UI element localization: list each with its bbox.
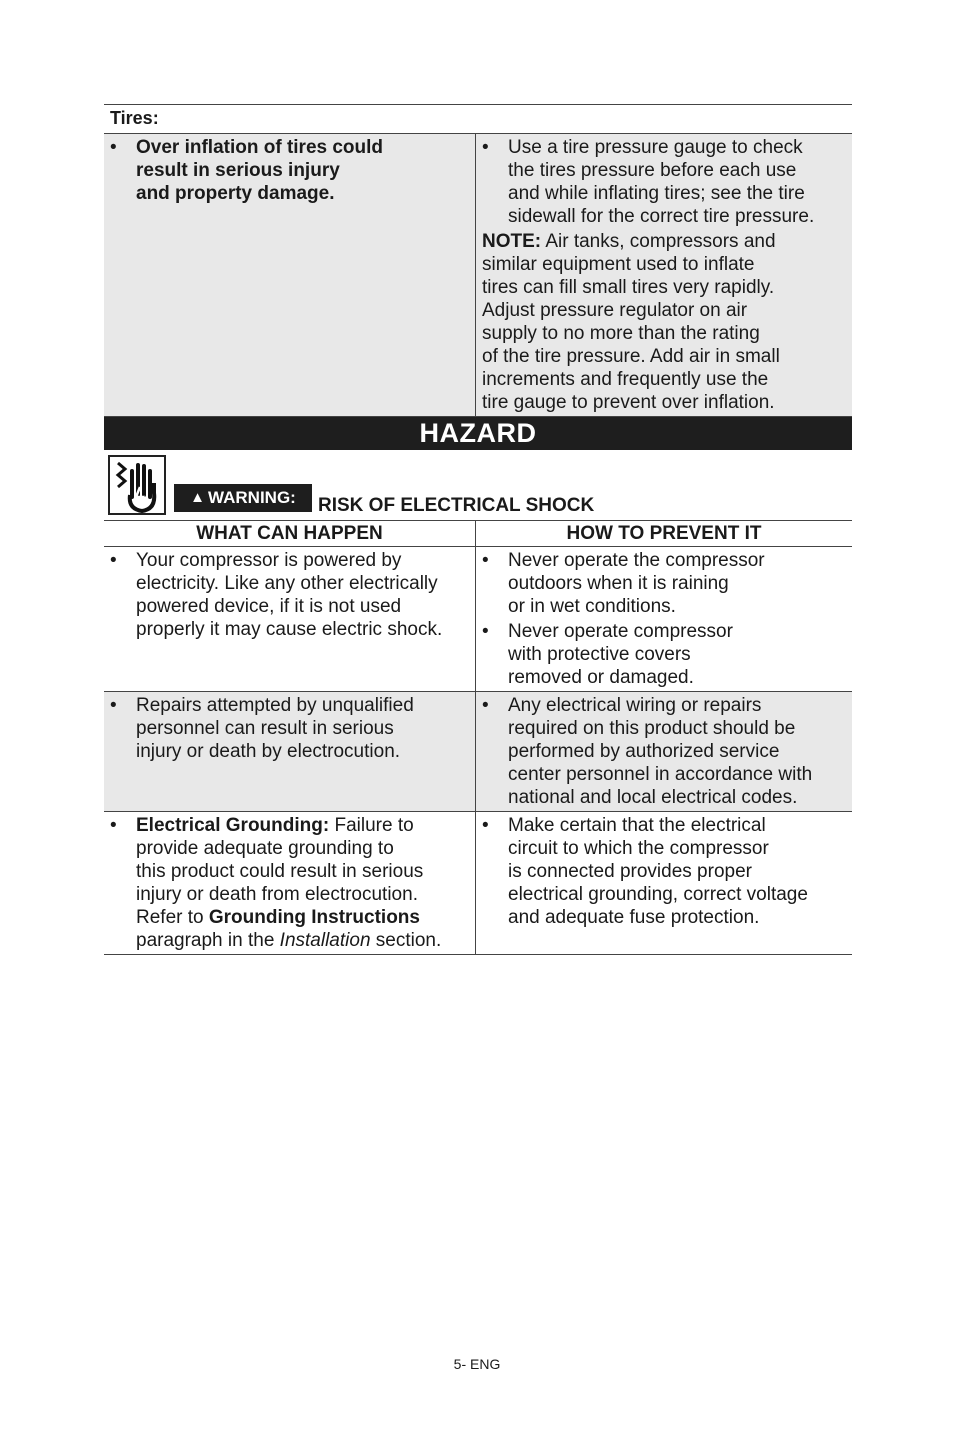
bullet: •	[482, 621, 489, 642]
table-row: • Repairs attempted by unqualified personnel can result in serious injury or death by electrocution. • Any electrical wiring or repairs required on this product should be performed by authorized service center personnel in accordance with national and local electrical codes.	[104, 692, 852, 812]
bullet: •	[110, 137, 117, 158]
col-header-what-can-happen: WHAT CAN HAPPEN	[104, 521, 476, 546]
warning-triangle-icon: ▲	[190, 489, 206, 506]
col-header-how-to-prevent: HOW TO PREVENT IT	[566, 523, 762, 544]
hazard-banner: HAZARD	[104, 417, 852, 450]
warning-title: RISK OF ELECTRICAL SHOCK	[318, 495, 595, 516]
warning-header	[104, 450, 852, 520]
bullet: •	[110, 695, 117, 716]
tires-hazard-cell: • Over inflation of tires could result in serious injury and property damage.	[104, 134, 476, 416]
tires-heading: Tires:	[104, 104, 852, 134]
bullet: •	[110, 815, 117, 836]
bullet: •	[482, 695, 489, 716]
bullet: •	[482, 550, 489, 571]
tires-note: NOTE: Air tanks, compressors and similar equipment used to inflate tires can fill small tires very rapidly. Adjust pressure regulator on air supply to no more than the rating of the tire pressure. Add air in small increments and frequently use the tire gauge to prevent over inflation.	[482, 231, 780, 413]
table-row: • Your compressor is powered by electricity. Like any other electrically powered device, if it is not used properly it may cause electric shock. • Never operate the compressor outdoors when it is raining or in wet conditions. • Never operate compressor with protective covers removed or damaged.	[104, 547, 852, 692]
electrical-shock-hand-icon	[108, 455, 166, 515]
tires-row	[104, 134, 852, 417]
note-label: NOTE:	[482, 231, 542, 252]
safety-table	[104, 104, 852, 955]
warning-badge: ▲ WARNING:	[174, 484, 312, 512]
table-row: • Electrical Grounding: Failure to provide adequate grounding to this product could result in serious injury or death from electrocution. Refer to Grounding Instructions paragraph in the Installation section. • Make certain that the electrical circuit to which the compressor is connected provides proper electrical grounding, correct voltage and adequate fuse protection.	[104, 812, 852, 955]
tires-prevent-cell: • Use a tire pressure gauge to check the tires pressure before each use and while inflating tires; see the tire sidewall for the correct tire pressure. NOTE: Air tanks, compressors and similar equipment used to inflate tires can fill small tires very rapidly. Adjust pressure regulator on air supply to no more than the rating of the tire pressure. Add air in small increments and frequently use the tire gauge to prevent over inflation.	[476, 134, 852, 416]
bullet: •	[482, 137, 489, 158]
page-number: 5- ENG	[453, 1356, 501, 1372]
bullet: •	[482, 815, 489, 836]
bullet: •	[110, 550, 117, 571]
column-headers	[104, 520, 852, 547]
